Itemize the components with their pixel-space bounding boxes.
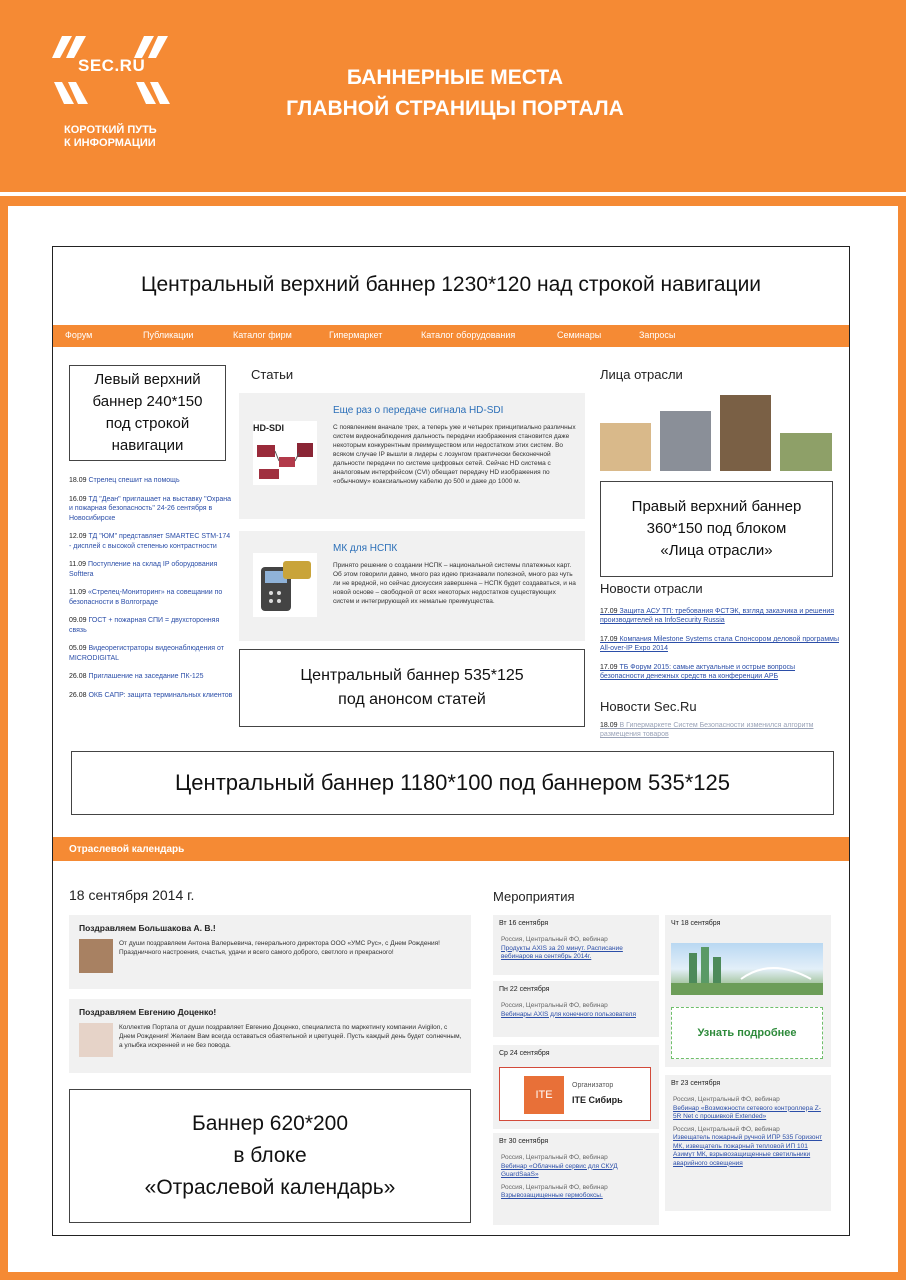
city-icon bbox=[671, 943, 823, 995]
congrats-card[interactable] bbox=[69, 999, 471, 1073]
article-summary: Принято решение о создании НСПК – национальной системы платежных карт. Об этом говорили давно, много раз идею признавали полезной, много раз чуть ли не вредной, но сейчас дискуссия завершена – НСПК будет создаваться, и на новой основе – свободной от всех некоторых недостатков существующих систем и интегрирующей их немалые преимущества. bbox=[333, 562, 576, 605]
face-photo[interactable] bbox=[660, 411, 711, 471]
left-banner-placeholder bbox=[69, 365, 226, 461]
event-date: Вт 16 сентября bbox=[499, 920, 549, 927]
nav-item-equipment[interactable]: Каталог оборудования bbox=[421, 330, 516, 340]
event-link[interactable]: Вебинары AXIS для конечного пользователя bbox=[501, 1010, 636, 1018]
list-item[interactable] bbox=[69, 560, 234, 579]
news-date: 17.09 bbox=[600, 664, 618, 671]
event-card[interactable] bbox=[665, 1075, 831, 1211]
event-card[interactable] bbox=[493, 981, 659, 1037]
learn-more-button[interactable]: Узнать подробнее bbox=[671, 1007, 823, 1059]
event-link[interactable]: Взрывозащищенные гермобоксы. bbox=[501, 1192, 603, 1199]
list-item[interactable] bbox=[69, 495, 234, 524]
news-link[interactable]: Компания Milestone Systems стала Спонсором деловой программы All-over-IP Expo 2014 bbox=[600, 636, 839, 652]
page-title bbox=[230, 62, 680, 124]
event-link[interactable]: Извещатель пожарный ручной ИПР 535 Горизонт МК, извещатель пожарный тепловой ИП 101 Азимут МК, взрывозащищенные светильники аварийного освещения bbox=[673, 1134, 823, 1167]
congrats-card[interactable] bbox=[69, 915, 471, 989]
news-link[interactable]: В Гипермаркете Систем Безопасности изменился алгоритм размещения товаров bbox=[600, 722, 814, 738]
promo-image bbox=[671, 943, 823, 995]
center-banner-line: Центральный баннер 535*125 bbox=[300, 667, 524, 684]
header-divider bbox=[0, 192, 906, 196]
event-meta: Россия, Центральный ФО, вебинар bbox=[673, 1125, 780, 1133]
nav-item-seminars[interactable]: Семинары bbox=[557, 330, 602, 340]
congrats-text: Коллектив Портала от души поздравляет Евгению Доценко, специалиста по маркетингу компании Avigilon, с Днем Рождения! Желаем Вам всегда оставаться обаятельной и цветущей. Пусть каждый день будет солнечным, а улыбка искренней и не без повода. bbox=[119, 1024, 462, 1049]
left-banner-line: под строкой bbox=[105, 415, 190, 432]
calendar-banner-line: в блоке bbox=[233, 1144, 307, 1167]
news-date: 18.09 bbox=[69, 477, 87, 484]
article-thumbnail bbox=[253, 421, 317, 485]
event-meta: Россия, Центральный ФО, вебинар bbox=[501, 936, 608, 943]
article-summary: С появлением вначале трех, а теперь уже и четырех принципиально различных систем видеонаблюдения дальность передачи изображения становится даже некоторым конкурентным преимуществом или недостатком этих систем. Во всяком случае IP вышли в лидеры с лозунгом практически бесконечной дальности передачи по системе цифровых сетей. Сейчас HD система с аналоговым интерфейсом (CVI) обещает передачу HD изображения по «обычному» коаксиальному кабелю до 500 и даже до 1000 м. bbox=[333, 424, 576, 485]
page-title-line: ГЛАВНОЙ СТРАНИЦЫ ПОРТАЛА bbox=[286, 97, 624, 120]
news-link[interactable]: Поступление на склад IP оборудования Softtera bbox=[69, 561, 218, 578]
calendar-heading[interactable]: Отраслевой календарь bbox=[69, 844, 185, 855]
top-banner-placeholder: Центральный верхний баннер 1230*120 над строкой навигации bbox=[52, 246, 850, 324]
list-item[interactable] bbox=[69, 476, 234, 486]
calendar-banner-line: Баннер 620*200 bbox=[191, 1112, 349, 1135]
article-card[interactable] bbox=[239, 531, 585, 641]
event-card[interactable] bbox=[493, 915, 659, 975]
news-link[interactable]: Приглашение на заседание ПК-125 bbox=[88, 673, 204, 680]
article-thumbnail bbox=[253, 553, 317, 617]
face-photo[interactable] bbox=[600, 423, 651, 471]
news-date: 17.09 bbox=[600, 608, 618, 615]
news-link[interactable]: Защита АСУ ТП: требования ФСТЭК, взгляд заказчика и решения производителей на InfoSecurity Russia bbox=[600, 608, 835, 624]
news-date: 05.09 bbox=[69, 645, 87, 652]
event-link[interactable]: Продукты AXIS за 20 минут. Расписание вебинаров на сентябрь 2014г. bbox=[501, 944, 623, 960]
calendar-date: 18 сентября 2014 г. bbox=[69, 887, 195, 903]
news-date: 16.09 bbox=[69, 495, 87, 503]
events-heading: Мероприятия bbox=[493, 889, 575, 904]
thumbnail-label: HD-SDI bbox=[253, 423, 284, 433]
left-banner-line: баннер 240*150 bbox=[92, 393, 203, 410]
event-date: Ср 24 сентября bbox=[499, 1050, 550, 1057]
logo-name: SEC.RU bbox=[78, 56, 146, 75]
left-news-list bbox=[69, 476, 234, 709]
avatar bbox=[79, 1023, 113, 1057]
congrats-text: От души поздравляем Антона Валерьевича, генерального директора ООО «УМС Рус», с Днем Рождения! Праздничного настроения, счастья, удачи и всего самого доброго, светлого и прекрасного! bbox=[119, 940, 440, 956]
list-item[interactable] bbox=[600, 607, 840, 625]
news-date: 26.08 bbox=[69, 691, 87, 699]
right-banner-line: Правый верхний баннер bbox=[631, 498, 802, 515]
industry-news-heading: Новости отрасли bbox=[600, 581, 703, 596]
news-link[interactable]: Стрелец спешит на помощь bbox=[88, 477, 180, 484]
portal-mockup bbox=[52, 246, 850, 1236]
nav-item-hypermarket[interactable]: Гипермаркет bbox=[329, 330, 383, 340]
article-card[interactable] bbox=[239, 393, 585, 519]
list-item[interactable] bbox=[69, 644, 234, 663]
face-photo[interactable] bbox=[780, 433, 832, 471]
list-item[interactable] bbox=[69, 588, 234, 607]
nav-item-forum[interactable]: Форум bbox=[65, 330, 93, 340]
calendar-banner-placeholder bbox=[69, 1089, 471, 1223]
event-card[interactable] bbox=[493, 1133, 659, 1225]
news-link[interactable]: «Стрелец-Мониторинг» на совещании по безопасности в Волгограде bbox=[69, 589, 223, 606]
avatar bbox=[79, 939, 113, 973]
right-banner-line: «Лица отрасли» bbox=[660, 542, 773, 559]
list-item[interactable] bbox=[600, 721, 840, 739]
event-link[interactable]: Вебинар «Облачный сервис для СКУД GuardSaaS» bbox=[501, 1162, 618, 1178]
article-title[interactable]: Еще раз о передаче сигнала HD-SDI bbox=[333, 405, 504, 416]
right-banner-line: 360*150 под блоком bbox=[646, 520, 787, 537]
news-date: 18.09 bbox=[600, 722, 618, 729]
event-date: Чт 18 сентября bbox=[671, 920, 721, 927]
logo-tagline-line: К ИНФОРМАЦИИ bbox=[64, 137, 156, 149]
news-date: 09.09 bbox=[69, 617, 87, 624]
organizer-name: ITE Сибирь bbox=[572, 1095, 623, 1105]
list-item[interactable] bbox=[69, 532, 234, 551]
page-header bbox=[0, 0, 906, 188]
calendar-bar bbox=[53, 837, 849, 861]
event-link[interactable]: Вебинар «Возможности сетевого контроллера Z-5R Net с прошивкой Extended» bbox=[673, 1104, 821, 1120]
event-date: Вт 30 сентября bbox=[499, 1138, 549, 1145]
secru-news-heading: Новости Sec.Ru bbox=[600, 699, 697, 714]
event-date: Пн 22 сентября bbox=[499, 986, 550, 993]
news-link[interactable]: Видеорегистраторы видеонаблюдения от MICRODIGITAL bbox=[69, 645, 224, 662]
organizer-banner[interactable] bbox=[499, 1067, 651, 1121]
event-meta: Россия, Центральный ФО, вебинар bbox=[673, 1096, 780, 1103]
face-photo[interactable] bbox=[720, 395, 771, 471]
article-title[interactable]: МК для НСПК bbox=[333, 543, 398, 554]
event-card[interactable] bbox=[665, 915, 831, 1067]
nav-bar bbox=[53, 325, 849, 347]
news-date: 11.09 bbox=[69, 561, 86, 568]
center-banner-placeholder bbox=[239, 649, 585, 727]
news-date: 26.08 bbox=[69, 673, 87, 680]
articles-heading: Статьи bbox=[251, 367, 294, 382]
wide-banner-placeholder: Центральный баннер 1180*100 под баннером 535*125 bbox=[71, 751, 834, 815]
news-link[interactable]: ТБ Форум 2015: самые актуальные и острые вопросы безопасности денежных средств на конференции АРБ bbox=[600, 664, 796, 680]
list-item[interactable] bbox=[600, 635, 840, 653]
right-banner-placeholder bbox=[600, 481, 833, 577]
left-banner-line: навигации bbox=[111, 437, 184, 454]
list-item[interactable] bbox=[69, 691, 234, 701]
sec-ru-logo bbox=[52, 32, 178, 152]
event-meta: Россия, Центральный ФО, вебинар bbox=[501, 1002, 608, 1009]
list-item[interactable] bbox=[600, 663, 840, 681]
news-link[interactable]: ТД "ЮМ" представляет SMARTEC STM-174 - дисплей с высокой степенью контрастности bbox=[69, 533, 231, 550]
list-item[interactable] bbox=[69, 672, 234, 682]
news-date: 11.09 bbox=[69, 589, 86, 596]
ite-logo: ITE bbox=[524, 1076, 564, 1114]
congrats-title: Поздравляем Большакова А. В.! bbox=[79, 923, 216, 933]
event-date: Вт 23 сентября bbox=[671, 1080, 721, 1087]
congrats-title: Поздравляем Евгению Доценко! bbox=[79, 1007, 217, 1017]
payment-terminal-icon bbox=[253, 553, 317, 617]
news-link[interactable]: ОКБ САПР: защита терминальных клиентов bbox=[88, 691, 233, 699]
logo-tagline-line: КОРОТКИЙ ПУТЬ bbox=[64, 124, 157, 136]
nav-item-requests[interactable]: Запросы bbox=[639, 330, 676, 340]
nav-item-publications[interactable]: Публикации bbox=[143, 330, 194, 340]
event-card[interactable] bbox=[493, 1045, 659, 1129]
page-title-line: БАННЕРНЫЕ МЕСТА bbox=[346, 66, 564, 89]
news-date: 17.09 bbox=[600, 636, 618, 643]
faces-heading: Лица отрасли bbox=[600, 367, 683, 382]
news-link[interactable]: ТД "Деан" приглашает на выставку "Охрана и пожарная безопасность" 24-26 сентября в Новосибирске bbox=[69, 495, 231, 522]
left-banner-line: Левый верхний bbox=[94, 371, 201, 388]
list-item[interactable] bbox=[69, 616, 234, 635]
organizer-label: Организатор bbox=[572, 1082, 614, 1089]
nav-item-companies[interactable]: Каталог фирм bbox=[233, 330, 292, 340]
center-banner-line: под анонсом статей bbox=[338, 691, 486, 708]
event-meta: Россия, Центральный ФО, вебинар bbox=[501, 1183, 608, 1191]
equipment-icon bbox=[253, 435, 317, 485]
news-link[interactable]: ГОСТ + пожарная СПИ = двухсторонняя связь bbox=[69, 617, 220, 634]
logo-tagline bbox=[64, 124, 157, 150]
calendar-banner-line: «Отраслевой календарь» bbox=[144, 1176, 396, 1199]
event-meta: Россия, Центральный ФО, вебинар bbox=[501, 1154, 608, 1161]
news-date: 12.09 bbox=[69, 533, 87, 540]
